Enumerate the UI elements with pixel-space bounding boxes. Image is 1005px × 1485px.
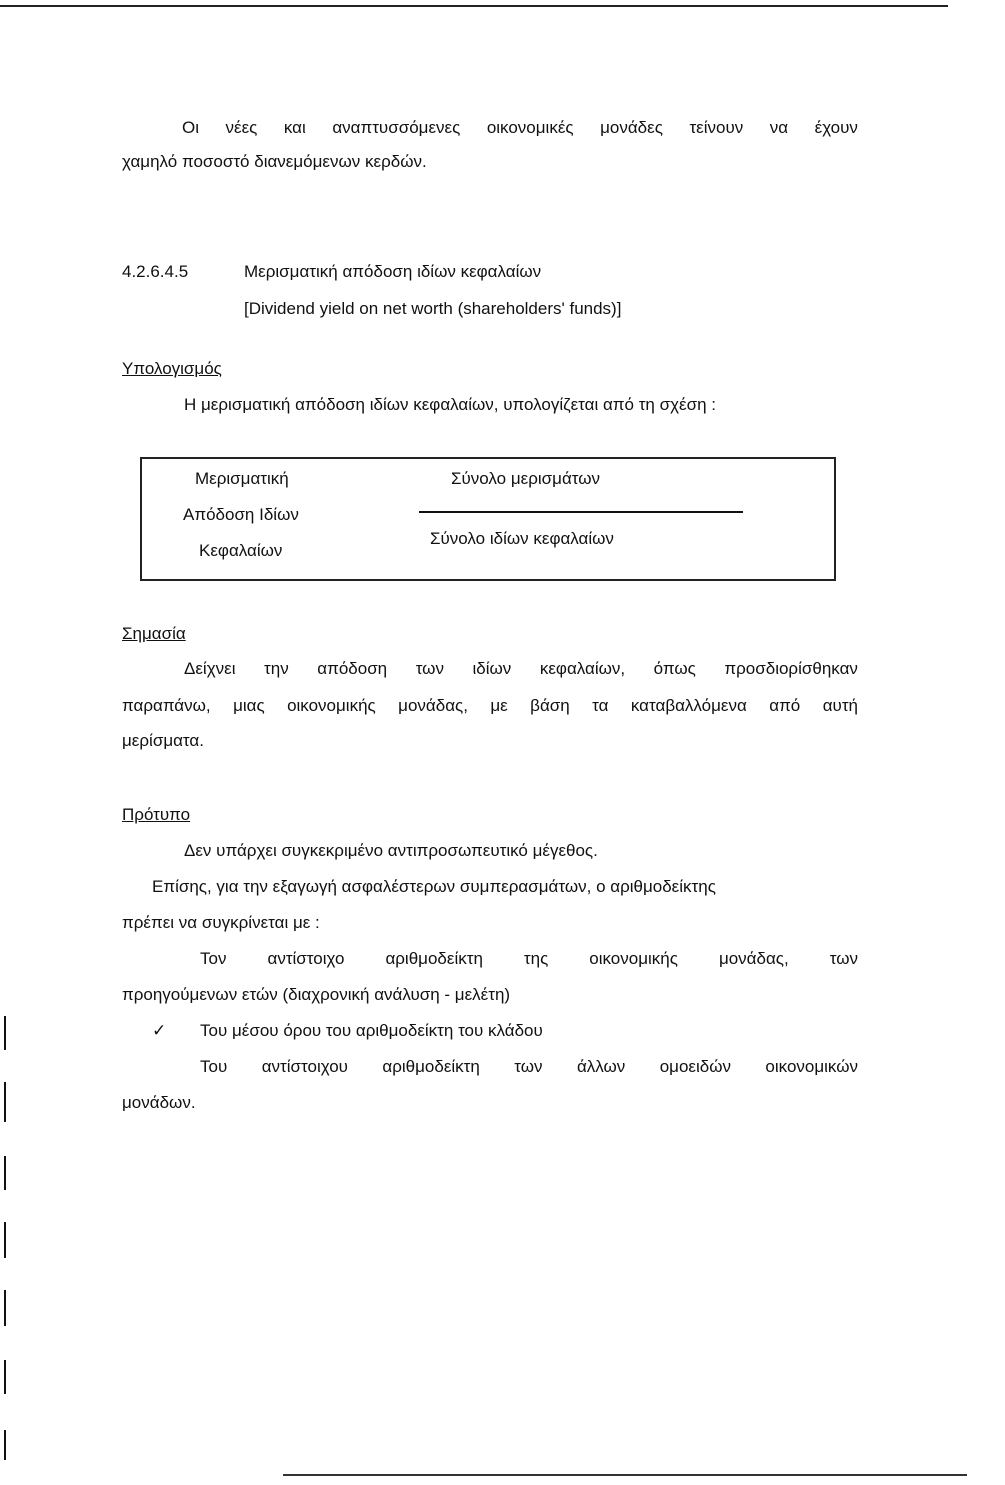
word: Του <box>200 1057 228 1076</box>
intro-line-1 <box>182 118 858 138</box>
bottom-border-line <box>283 1474 967 1476</box>
word: αυτή <box>822 696 858 715</box>
formula-numerator: Σύνολο μερισμάτων <box>451 469 601 488</box>
comparison-item-2: Του μέσου όρου του αριθμοδείκτη του κλάδου <box>200 1021 543 1040</box>
word: αντίστοιχο <box>267 949 345 968</box>
formula-left-line-3: Κεφαλαίων <box>199 541 283 560</box>
standard-line-3: πρέπει να συγκρίνεται με : <box>122 913 320 932</box>
word: των <box>514 1057 543 1076</box>
margin-mark <box>4 1430 6 1460</box>
word: προσδιορίσθηκαν <box>724 659 858 678</box>
word: άλλων <box>576 1057 626 1076</box>
fraction-bar <box>419 511 743 513</box>
word: μονάδες <box>600 118 663 137</box>
formula-denominator: Σύνολο ιδίων κεφαλαίων <box>430 529 614 548</box>
margin-mark <box>4 1156 6 1190</box>
word: την <box>264 659 289 678</box>
word: Οι <box>182 118 199 137</box>
word: της <box>523 949 549 968</box>
word: μονάδας, <box>718 949 789 968</box>
calculation-heading: Υπολογισμός <box>122 359 222 378</box>
word: οικονομικών <box>765 1057 858 1076</box>
word: και <box>283 118 306 137</box>
word: να <box>769 118 789 137</box>
standard-line-1: Δεν υπάρχει συγκεκριμένο αντιπροσωπευτικό μέγεθος. <box>184 841 598 860</box>
margin-mark <box>4 1290 6 1326</box>
standard-heading: Πρότυπο <box>122 805 191 824</box>
margin-mark <box>4 1222 6 1258</box>
standard-line-2: Επίσης, για την εξαγωγή ασφαλέστερων συμπερασμάτων, ο αριθμοδείκτης <box>152 877 716 896</box>
word: τείνουν <box>689 118 744 137</box>
word: βάση <box>530 696 570 715</box>
section-subtitle: [Dividend yield on net worth (shareholders' funds)] <box>244 299 622 318</box>
word: μιας <box>233 696 265 715</box>
word: ομοειδών <box>659 1057 731 1076</box>
word: Δείχνει <box>184 659 236 678</box>
word: κεφαλαίων, <box>539 659 626 678</box>
formula-left-line-1: Μερισματική <box>195 469 289 488</box>
comparison-item-3-line-2: μονάδων. <box>122 1093 196 1112</box>
word: οικονομικής <box>287 696 376 715</box>
comparison-item-1-line-1 <box>200 949 858 969</box>
word: οικονομικές <box>486 118 574 137</box>
word: παραπάνω, <box>122 696 211 715</box>
comparison-item-1-line-2: προηγούμενων ετών (διαχρονική ανάλυση - μελέτη) <box>122 985 511 1004</box>
section-title: Μερισματική απόδοση ιδίων κεφαλαίων <box>244 262 542 281</box>
word: νέες <box>225 118 258 137</box>
word: Τον <box>200 949 227 968</box>
word: αριθμοδείκτη <box>385 949 483 968</box>
word: με <box>490 696 508 715</box>
word: όπως <box>653 659 696 678</box>
margin-mark <box>4 1082 6 1122</box>
significance-line-3: μερίσματα. <box>122 731 204 750</box>
word: απόδοση <box>317 659 388 678</box>
calculation-text: Η μερισματική απόδοση ιδίων κεφαλαίων, υπολογίζεται από τη σχέση : <box>184 395 716 414</box>
word: των <box>829 949 858 968</box>
word: αντίστοιχου <box>261 1057 348 1076</box>
word: αριθμοδείκτη <box>382 1057 480 1076</box>
word: μονάδας, <box>398 696 468 715</box>
margin-mark <box>4 1016 6 1050</box>
top-border-line <box>0 5 948 7</box>
word: των <box>415 659 444 678</box>
check-mark-icon: ✓ <box>152 1021 167 1040</box>
word: καταβαλλόμενα <box>630 696 747 715</box>
word: από <box>769 696 801 715</box>
word: ιδίων <box>472 659 512 678</box>
comparison-item-3-line-1 <box>200 1057 858 1077</box>
significance-line-2 <box>122 696 858 716</box>
intro-line-2: χαμηλό ποσοστό διανεμόμενων κερδών. <box>122 152 427 171</box>
margin-mark <box>4 1360 6 1394</box>
word: έχουν <box>814 118 858 137</box>
significance-heading: Σημασία <box>122 624 186 643</box>
word: αναπτυσσόμενες <box>332 118 461 137</box>
section-number: 4.2.6.4.5 <box>122 262 189 281</box>
significance-line-1 <box>184 659 858 679</box>
formula-left-line-2: Απόδοση Ιδίων <box>183 505 299 524</box>
word: οικονομικής <box>589 949 678 968</box>
word: τα <box>592 696 609 715</box>
